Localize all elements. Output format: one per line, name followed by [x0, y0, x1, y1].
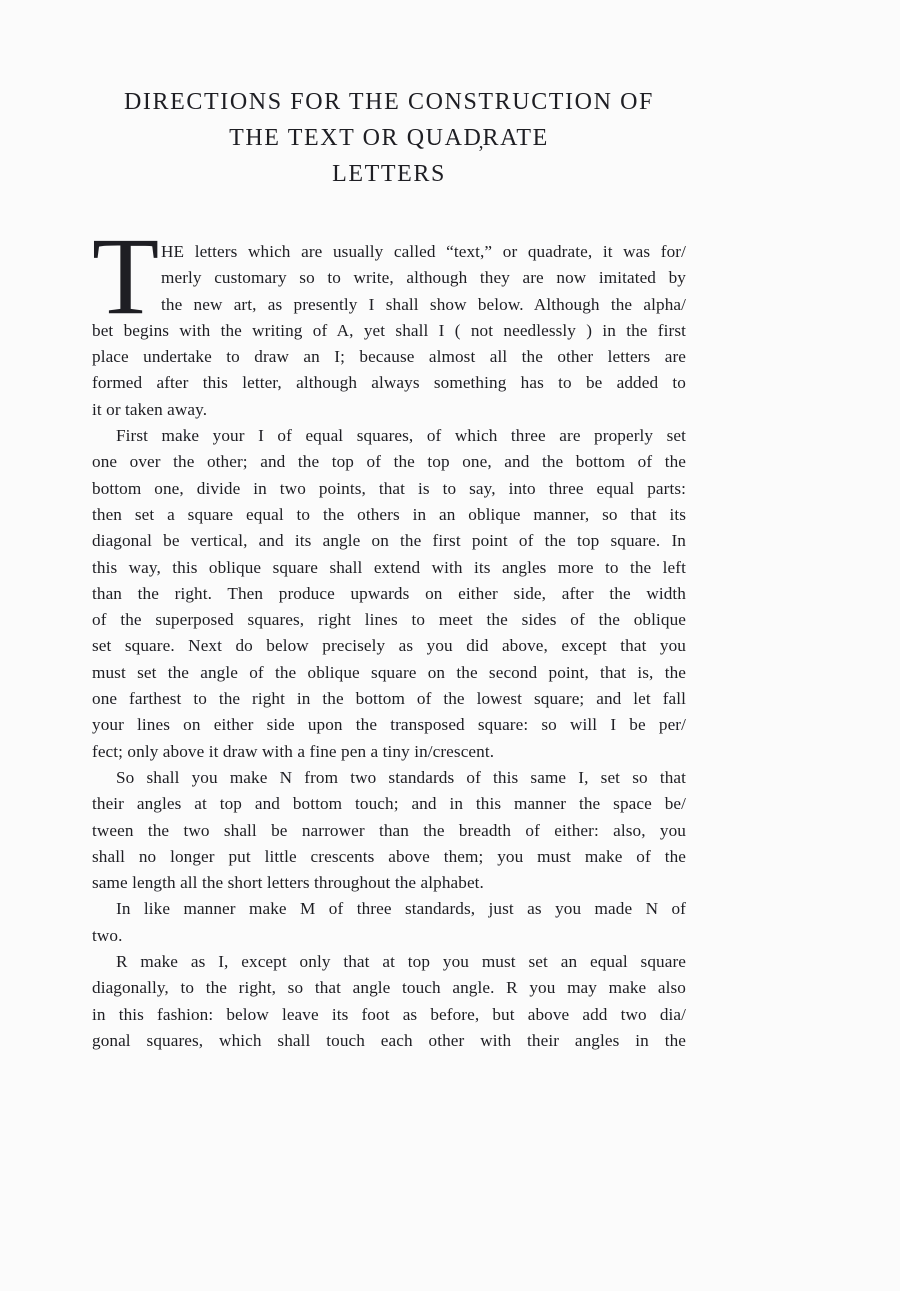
- text-line: one over the other; and the top of the top one, and the bottom of the: [92, 452, 686, 472]
- text-line: two.: [92, 925, 123, 945]
- text-line: diagonal be vertical, and its angle on the first point of the top square. In: [92, 531, 686, 551]
- text-line: one farthest to the right in the bottom of the lowest square; and let fall: [92, 689, 686, 709]
- text-line: So shall you make N from two standards of this same I, set so that: [116, 767, 686, 787]
- text-line: their angles at top and bottom touch; and in this manner the space be/: [92, 794, 686, 814]
- paragraph: [92, 949, 686, 1054]
- heading-line: DIRECTIONS FOR THE CONSTRUCTION OF: [124, 89, 654, 115]
- text-line: In like manner make M of three standards, just as you made N of: [116, 899, 686, 919]
- text-line: First make your I of equal squares, of which three are properly set: [116, 426, 686, 446]
- text-line: this way, this oblique square shall extend with its angles more to the left: [92, 557, 686, 577]
- text-line: than the right. Then produce upwards on either side, after the width: [92, 583, 686, 603]
- text-line: the new art, as presently I shall show below. Although the alpha/: [161, 294, 686, 314]
- text-line: of the superposed squares, right lines to meet the sides of the oblique: [92, 610, 686, 630]
- text-line: formed after this letter, although always something has to be added to: [92, 373, 686, 393]
- text-line: tween the two shall be narrower than the breadth of either: also, you: [92, 820, 686, 840]
- paragraph: [92, 215, 686, 423]
- paragraph: [92, 765, 686, 896]
- text-line: set square. Next do below precisely as you did above, except that you: [92, 636, 686, 656]
- text-line: merly customary so to write, although they are now imitated by: [161, 268, 686, 288]
- text-line: it or taken away.: [92, 399, 208, 419]
- text-line: must set the angle of the oblique square on the second point, that is, the: [92, 662, 686, 682]
- text-block: [92, 215, 686, 1054]
- text-line: diagonally, to the right, so that angle touch angle. R you may make also: [92, 978, 686, 998]
- heading-line: LETTERS: [332, 161, 446, 187]
- paragraph: [92, 896, 686, 949]
- text-line: fect; only above it draw with a fine pen a tiny in/crescent.: [92, 741, 495, 761]
- text-line: your lines on either side upon the transposed square: so will I be per/: [92, 715, 686, 735]
- text-line: R make as I, except only that at top you must set an equal square: [116, 952, 686, 972]
- text-line: gonal squares, which shall touch each other with their angles in the: [92, 1030, 686, 1050]
- heading-line: THE TEXT OR QUAD̦RATE: [229, 125, 549, 151]
- paragraph: [92, 423, 686, 765]
- drop-cap: T: [92, 215, 160, 337]
- text-line: bet begins with the writing of A, yet shall I ( not needlessly ) in the first: [92, 320, 686, 340]
- text-line: then set a square equal to the others in an oblique manner, so that its: [92, 504, 686, 524]
- text-line: HE letters which are usually called “text,” or quadrate, it was for/: [161, 242, 686, 261]
- page-heading: [92, 84, 686, 192]
- text-line: shall no longer put little crescents above them; you must make of the: [92, 846, 686, 866]
- text-line: place undertake to draw an I; because almost all the other letters are: [92, 347, 686, 367]
- text-line: same length all the short letters throughout the alphabet.: [92, 873, 484, 893]
- text-line: in this fashion: below leave its foot as before, but above add two dia/: [92, 1004, 686, 1024]
- text-line: bottom one, divide in two points, that is to say, into three equal parts:: [92, 478, 686, 498]
